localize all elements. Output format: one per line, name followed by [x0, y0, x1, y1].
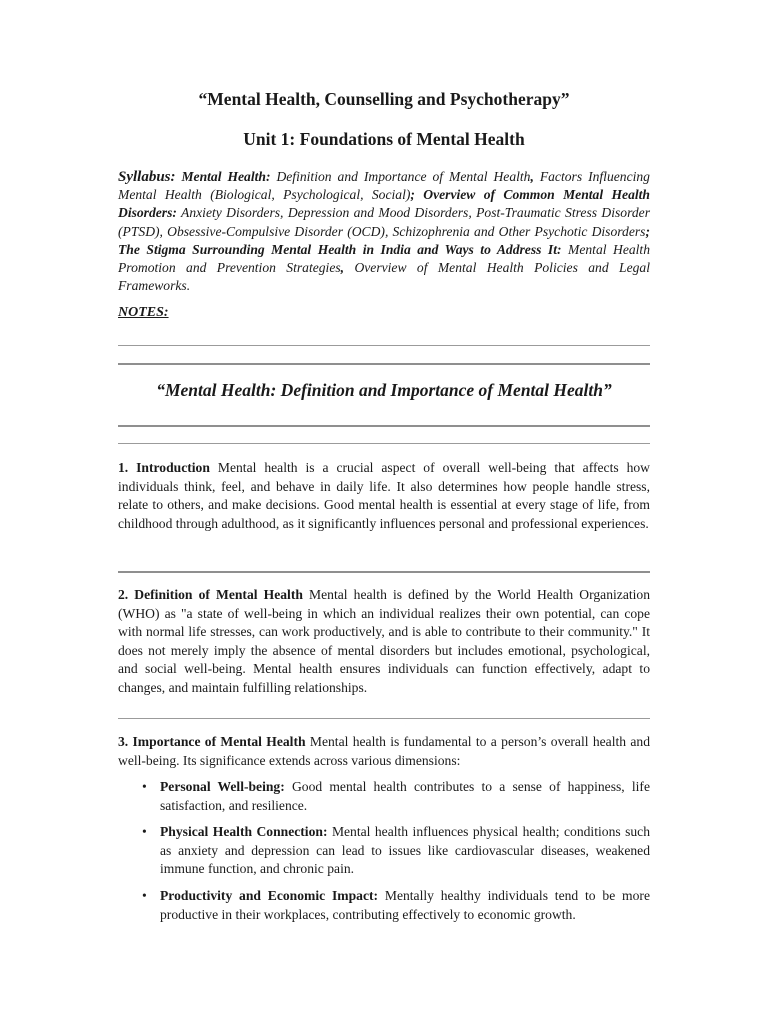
- syllabus-separator: ,: [530, 169, 534, 184]
- bullet-text: Mentally healthy individuals tend to be more productive in their workplaces, contributing effectively to economic growth.: [160, 887, 650, 922]
- bullet-marker: •: [142, 824, 147, 840]
- syllabus-overview-label: Overview of Common Mental Health Disorders:: [118, 187, 650, 221]
- definition-paragraph: [118, 586, 650, 698]
- syllabus-factors-text: Factors Influencing Mental Health (Biological, Psychological, Social): [118, 169, 650, 203]
- document-title: “Mental Health, Counselling and Psychotherapy”: [198, 89, 570, 109]
- list-item: [118, 887, 650, 924]
- bullet-label: Physical Health Connection:: [160, 824, 328, 840]
- syllabus-separator: ,: [340, 260, 345, 276]
- importance-heading: 3. Importance of Mental Health: [118, 734, 306, 749]
- bullet-marker: •: [142, 887, 147, 903]
- section-title: “Mental Health: Definition and Importance of Mental Health”: [156, 380, 612, 400]
- syllabus-promotion-text: Mental Health Promotion and Prevention Strategies: [118, 241, 651, 276]
- introduction-paragraph: [118, 459, 650, 533]
- divider: [118, 425, 650, 427]
- unit-title: Unit 1: Foundations of Mental Health: [243, 129, 525, 149]
- notes-label: NOTES:: [118, 305, 169, 320]
- syllabus-disorders-text: Anxiety Disorders, Depression and Mood Disorders, Post-Traumatic Stress Disorder (PTSD), Obsessive-Compulsive Disorder (OCD), Schizophrenia and Other Psychotic Disorders: [118, 205, 650, 239]
- syllabus-mental-health-label: Mental Health:: [181, 169, 271, 184]
- list-item: [118, 778, 650, 815]
- importance-paragraph: [118, 733, 650, 770]
- definition-body: Mental health is defined by the World Health Organization (WHO) as "a state of well-being in which an individual realizes their own potential, can cope with normal life stresses, can work productively, and is able to contribute to their community." It does not merely imply the absence of mental disorders but includes emotional, psychological, and social well-being. Mental health ensures individuals can function effectively, adapt to changes, and maintain fulfilling relationships.: [118, 587, 651, 695]
- importance-bullet-list: [118, 778, 650, 932]
- introduction-heading: 1. Introduction: [118, 460, 210, 475]
- syllabus-label: Syllabus:: [118, 169, 176, 185]
- divider: [118, 363, 650, 365]
- bullet-label: Personal Well-being:: [160, 779, 285, 794]
- divider: [118, 345, 650, 346]
- bullet-text: Mental health influences physical health; conditions such as anxiety and depression can lead to issues like cardiovascular diseases, weakened immune function, and chronic pain.: [160, 824, 651, 877]
- syllabus-policies-text: Overview of Mental Health Policies and Legal Frameworks.: [118, 260, 650, 294]
- bullet-label: Productivity and Economic Impact:: [160, 887, 379, 903]
- list-item: [118, 823, 650, 879]
- bullet-marker: •: [142, 779, 147, 794]
- bullet-text: Good mental health contributes to a sense of happiness, life satisfaction, and resilience.: [160, 779, 650, 813]
- definition-heading: 2. Definition of Mental Health: [118, 587, 303, 602]
- introduction-body: Mental health is a crucial aspect of overall well-being that affects how individuals think, feel, and behave in daily life. It also determines how people handle stress, relate to others, and make decisions. Good mental health is essential at every stage of life, from childhood through adulthood, as it significantly influences personal and professional experiences.: [118, 460, 650, 531]
- divider: [118, 571, 650, 573]
- syllabus-separator: ;: [645, 223, 650, 239]
- divider: [118, 443, 650, 444]
- importance-body: Mental health is fundamental to a person’s overall health and well-being. Its significance extends across various dimensions:: [118, 734, 650, 768]
- syllabus-separator: ;: [410, 187, 415, 203]
- divider: [118, 718, 650, 719]
- syllabus-stigma-label: The Stigma Surrounding Mental Health in India and Ways to Address It:: [118, 241, 562, 257]
- syllabus-mental-health-text: Definition and Importance of Mental Health: [276, 169, 531, 184]
- syllabus-paragraph: [118, 168, 650, 295]
